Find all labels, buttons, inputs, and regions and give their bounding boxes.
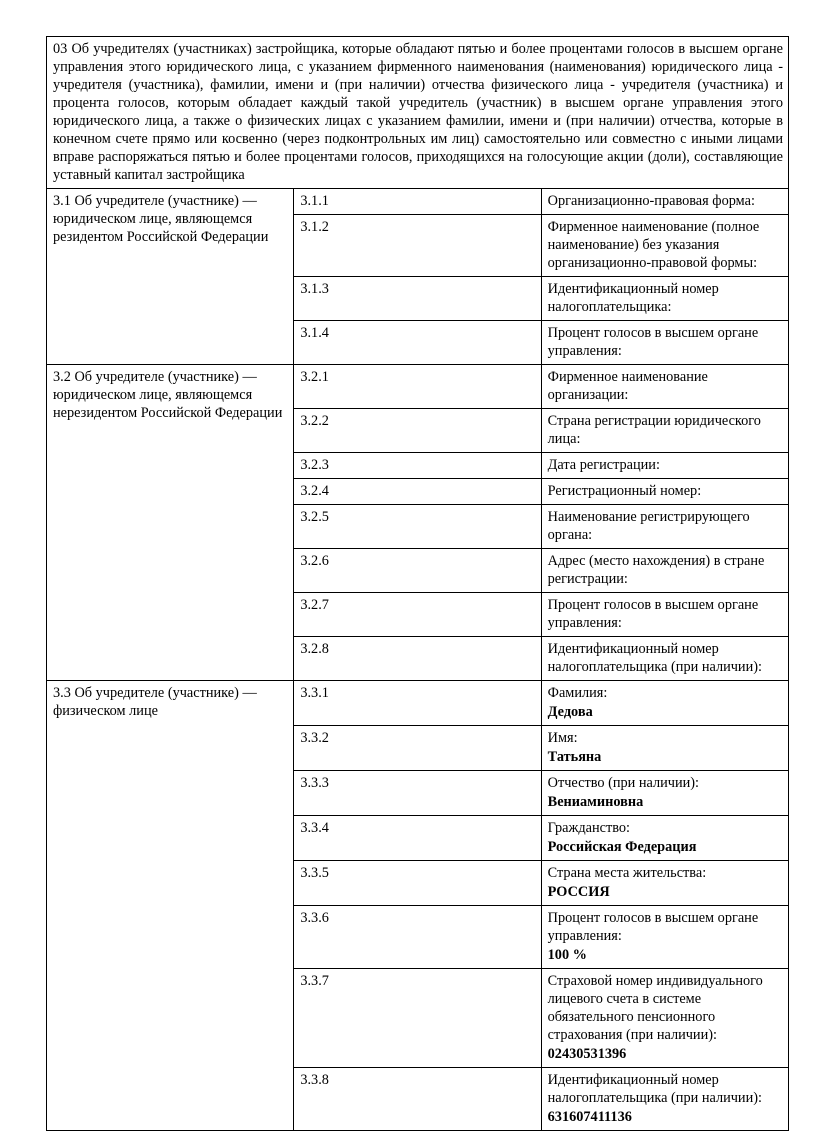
row-label-3-1-3 bbox=[541, 277, 788, 321]
row-code-3-2-8: 3.2.8 bbox=[294, 637, 541, 681]
row-label-3-2-7 bbox=[541, 593, 788, 637]
row-code-3-2-7: 3.2.7 bbox=[294, 593, 541, 637]
row-code-3-2-2: 3.2.2 bbox=[294, 409, 541, 453]
row-label-3-3-1 bbox=[541, 681, 788, 726]
row-value-3-3-3: Вениаминовна bbox=[547, 794, 644, 810]
label-text: Гражданство: bbox=[547, 820, 631, 836]
row-label-3-2-6 bbox=[541, 549, 788, 593]
group-title-3-3: 3.3 Об учредителе (участнике) — физическом лице bbox=[47, 681, 294, 1131]
label-text: Дата регистрации: bbox=[547, 457, 660, 473]
label-text: Идентификационный номер налогоплательщика (при наличии): bbox=[547, 1072, 762, 1106]
label-text: Фамилия: bbox=[547, 685, 608, 701]
label-text: Идентификационный номер налогоплательщика: bbox=[547, 281, 719, 315]
label-text: Наименование регистрирующего органа: bbox=[547, 509, 750, 543]
row-code-3-3-5: 3.3.5 bbox=[294, 861, 541, 906]
row-code-3-2-3: 3.2.3 bbox=[294, 453, 541, 479]
row-code-3-1-2: 3.1.2 bbox=[294, 215, 541, 277]
section-header: 03 Об учредителях (участниках) застройщика, которые обладают пятью и более процентами голосов в высшем органе управления этого юридического лица, с указанием фирменного наименования (наименования) юридического лица - учредителя (участника), фамилии, имени и (при наличии) отчества физического лица - учредителя (участника) и процента голосов, которым обладает каждый такой учредитель (участник) в высшем органе управления этого юридического лица, а также о физических лицах с указанием фамилии, имени и (при наличии) отчества, которые в конечном счете прямо или косвенно (через подконтрольных им лиц) самостоятельно или совместно с иными лицами вправе распоряжаться пятью и более процентами голосов, приходящихся на голосующие акции (доли), составляющие уставный капитал застройщика bbox=[47, 37, 789, 189]
row-label-3-2-4 bbox=[541, 479, 788, 505]
row-code-3-2-1: 3.2.1 bbox=[294, 365, 541, 409]
row-code-3-2-6: 3.2.6 bbox=[294, 549, 541, 593]
row-label-3-3-8 bbox=[541, 1068, 788, 1131]
founders-table bbox=[46, 36, 789, 1131]
row-label-3-3-4 bbox=[541, 816, 788, 861]
group-title-3-1: 3.1 Об учредителе (участнике) — юридическом лице, являющемся резидентом Российской Федерации bbox=[47, 189, 294, 365]
row-value-3-3-8: 631607411136 bbox=[547, 1109, 632, 1125]
row-label-3-2-2 bbox=[541, 409, 788, 453]
row-label-3-1-2 bbox=[541, 215, 788, 277]
label-text: Отчество (при наличии): bbox=[547, 775, 700, 791]
row-code-3-3-6: 3.3.6 bbox=[294, 906, 541, 969]
row-code-3-2-4: 3.2.4 bbox=[294, 479, 541, 505]
row-label-3-3-7 bbox=[541, 969, 788, 1068]
label-text: Имя: bbox=[547, 730, 578, 746]
row-code-3-1-1: 3.1.1 bbox=[294, 189, 541, 215]
table-row bbox=[47, 681, 789, 726]
row-value-3-3-7: 02430531396 bbox=[547, 1046, 627, 1062]
label-text: Процент голосов в высшем органе управления: bbox=[547, 325, 759, 359]
label-text: Адрес (место нахождения) в стране регистрации: bbox=[547, 553, 765, 587]
row-value-3-3-1: Дедова bbox=[547, 704, 593, 720]
row-label-3-1-1 bbox=[541, 189, 788, 215]
row-code-3-3-7: 3.3.7 bbox=[294, 969, 541, 1068]
row-value-3-3-6: 100 % bbox=[547, 947, 587, 963]
row-code-3-1-3: 3.1.3 bbox=[294, 277, 541, 321]
label-text: Фирменное наименование (полное наименование) без указания организационно-правовой формы: bbox=[547, 219, 760, 271]
label-text: Регистрационный номер: bbox=[547, 483, 702, 499]
label-text: Фирменное наименование организации: bbox=[547, 369, 708, 403]
row-label-3-3-3 bbox=[541, 771, 788, 816]
row-code-3-2-5: 3.2.5 bbox=[294, 505, 541, 549]
row-label-3-2-1 bbox=[541, 365, 788, 409]
label-text: Идентификационный номер налогоплательщика (при наличии): bbox=[547, 641, 762, 675]
label-text: Страна регистрации юридического лица: bbox=[547, 413, 761, 447]
row-code-3-3-2: 3.3.2 bbox=[294, 726, 541, 771]
label-text: Процент голосов в высшем органе управления: bbox=[547, 597, 759, 631]
row-code-3-1-4: 3.1.4 bbox=[294, 321, 541, 365]
row-label-3-3-2 bbox=[541, 726, 788, 771]
table-row bbox=[47, 189, 789, 215]
row-label-3-2-5 bbox=[541, 505, 788, 549]
row-value-3-3-4: Российская Федерация bbox=[547, 839, 697, 855]
table-row-section-header bbox=[47, 37, 789, 189]
label-text: Страна места жительства: bbox=[547, 865, 707, 881]
row-code-3-3-8: 3.3.8 bbox=[294, 1068, 541, 1131]
row-label-3-2-8 bbox=[541, 637, 788, 681]
row-value-3-3-2: Татьяна bbox=[547, 749, 602, 765]
group-title-3-2: 3.2 Об учредителе (участнике) — юридическом лице, являющемся нерезидентом Российской Федерации bbox=[47, 365, 294, 681]
row-label-3-1-4 bbox=[541, 321, 788, 365]
row-label-3-3-5 bbox=[541, 861, 788, 906]
label-text: Организационно-правовая форма: bbox=[547, 193, 755, 209]
row-code-3-3-1: 3.3.1 bbox=[294, 681, 541, 726]
table-row bbox=[47, 365, 789, 409]
label-text: Страховой номер индивидуального лицевого счета в системе обязательного пенсионного страхования (при наличии): bbox=[547, 973, 763, 1043]
row-label-3-3-6 bbox=[541, 906, 788, 969]
row-code-3-3-4: 3.3.4 bbox=[294, 816, 541, 861]
label-text: Процент голосов в высшем органе управления: bbox=[547, 910, 759, 944]
row-label-3-2-3 bbox=[541, 453, 788, 479]
row-value-3-3-5: РОССИЯ bbox=[547, 884, 610, 900]
row-code-3-3-3: 3.3.3 bbox=[294, 771, 541, 816]
